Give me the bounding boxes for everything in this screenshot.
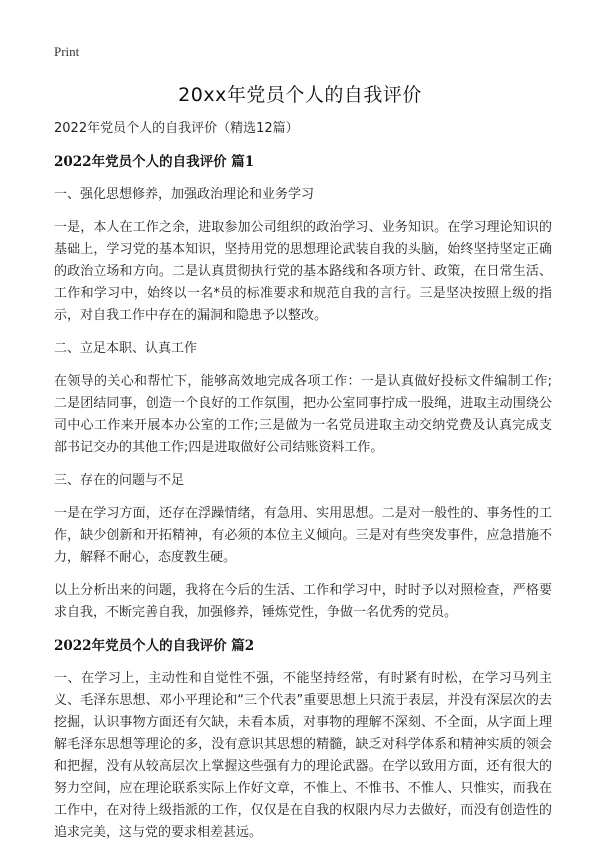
document-body [54, 118, 552, 855]
section-1-item-heading-1: 一、强化思想修养，加强政治理论和业务学习 [54, 187, 315, 202]
section-1-paragraph-2: 在领导的关心和帮忙下，能够高效地完成各项工作：一是认真做好投标文件编制工作;二是团结同事，创造一个良好的工作氛围，把办公室同事拧成一股绳，进取主动围绕公司中心工作来开展本办公室的工作;三是做为一名党员进取主动交纳党费及认真完成支部书记交办的其他工作;四是进取做好公司结账资料工作。 [54, 374, 552, 455]
document-subtitle: 2022年党员个人的自我评价（精选12篇） [54, 121, 299, 136]
page-title: 20xx年党员个人的自我评价 [178, 84, 422, 106]
section-1-paragraph-3: 一是在学习方面，还存在浮躁情绪，有急用、实用思想。二是对一般性的、事务性的工作，缺少创新和开拓精神，有必须的本位主义倾向。三是对有些突发事件，应急措施不力，解释不耐心，态度教生硬。 [54, 506, 552, 565]
section-heading: 2022年党员个人的自我评价 篇2 [54, 638, 255, 654]
print-label: Print [54, 44, 80, 59]
section-1-paragraph-4: 以上分析出来的问题，我将在今后的生活、工作和学习中，时时予以对照检查，严格要求自我，不断完善自我，加强修养，锤炼党性，争做一名优秀的党员。 [54, 583, 552, 620]
section-2-paragraph-1: 一、在学习上，主动性和自觉性不强，不能坚持经常，有时紧有时松，在学习马列主义、毛泽东思想、邓小平理论和“三个代表”重要思想上只流于表层，并没有深层次的去挖掘，认识事物方面还有欠缺，未看本质，对事物的理解不深刻、不全面，从字面上理解毛泽东思想等理论的多，没有意识其思想的精髓，缺乏对科学体系和精神实质的领会和把握，没有从较高层次上掌握这些强有力的理论武器。在学以致用方面，还有很大的努力空间，应在理论联系实际上作好文章，不惟上、不惟书、不惟人、只惟实，而我在工作中，在对待上级指派的工作，仅仅是在自我的权限内尽力去做好，而没有创造性的追求完美，这与党的要求相差甚远。 [54, 671, 552, 840]
section-1-paragraph-1: 一是，本人在工作之余，进取参加公司组织的政治学习、业务知识。在学习理论知识的基础上，学习党的基本知识，坚持用党的思想理论武装自我的头脑，始终坚持坚定正确的政治立场和方向。二是认真贯彻执行党的基本路线和各项方针、政策，在日常生活、工作和学习中，始终以一名*员的标准要求和规范自我的言行。三是坚决按照上级的指示，对自我工作中存在的漏洞和隐患予以整改。 [54, 220, 552, 323]
section-heading: 2022年党员个人的自我评价 篇1 [54, 154, 255, 170]
section-1-item-heading-3: 三、存在的问题与不足 [54, 473, 185, 488]
section-1-item-heading-2: 二、立足本职、认真工作 [54, 341, 198, 356]
